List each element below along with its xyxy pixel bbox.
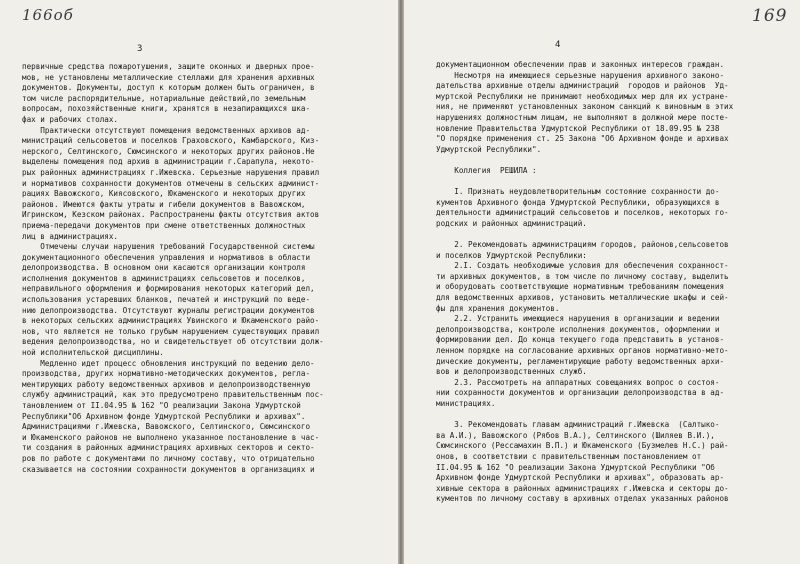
text-line: использования устаревших бланков, печатей и инструкций по веде- (22, 295, 311, 305)
text-line: Несмотря на имеющиеся серьезные нарушения архивного законо- (436, 70, 725, 80)
text-line: нов, что является не только грубым нарушением существующих правил (22, 326, 320, 336)
text-line: Республики"Об Архивном фонде Удмуртской Республики и архивах". (22, 411, 306, 421)
text-line: нии сохранности документов и организации делопроизводства в ад- (436, 388, 725, 398)
text-line: мов, не установлены металлические стеллажи для хранения архивных (22, 72, 315, 82)
text-line: Архивном фонде Удмуртской Республики и архивах", образовать ар- (436, 473, 725, 483)
text-line: 2. Рекомендовать администрациям городов, районов,сельсоветов (436, 240, 729, 250)
text-line: деятельности администраций сельсоветов и поселков, некоторых го- (436, 208, 729, 218)
archive-sheet-number: 169 (752, 6, 788, 26)
text-line: министраций сельсоветов и поселков Граховского, Камбарского, Киз- (22, 136, 320, 146)
text-line: Практически отсутствуют помещения ведомственных архивов ад- (22, 125, 311, 135)
text-line: ленном порядке на согласование архивных органов нормативно-мето- (436, 346, 729, 356)
text-line: в некоторых сельских администрациях Увинского и Юкаменского райо- (22, 316, 320, 326)
text-line: сказывается на состоянии сохранности документов в организациях и (22, 464, 315, 474)
text-line: лиц в администрациях. (22, 231, 119, 241)
text-line: "О порядке применения ст. 25 Закона "Об Архивном фонде и архивах (436, 134, 729, 144)
text-line: нию делопроизводства. Отсутствуют журналы регистрации документов (22, 305, 315, 315)
text-line: исполнения документов в администрациях сельсоветов и поселков, (22, 273, 306, 283)
text-line: районов. Имеются факты утраты и гибели документов в Вавожском, (22, 199, 306, 209)
text-line: 3. Рекомендовать главам администраций г.Ижевска (Салтыко- (436, 420, 720, 430)
text-line: дательства архивные отделы администраций городов и районов Уд- (436, 81, 729, 91)
text-line: фы для хранения документов. (436, 303, 560, 313)
text-line: и нормативов сохранности документов отмечены в сельских админист- (22, 178, 320, 188)
text-line: неправильного оформления и формирования некоторых категорий дел, (22, 284, 315, 294)
archive-sheet-number: 166об (22, 6, 74, 24)
text-line: Игринском, Кезском районах. Распространены факты отсутствия актов (22, 210, 320, 220)
text-line: приема-передачи документов при смене ответственных должностных (22, 220, 306, 230)
text-line: I. Признать неудовлетворительным состояние сохранности до- (436, 187, 720, 197)
text-line: II.04.95 № 162 "О реализации Закона Удмуртской Республики "Об (436, 462, 715, 472)
text-line: рых районных администрациях г.Ижевска. Серьезные нарушения правил (22, 167, 320, 177)
text-line: ти архивных документов, в том числе по личному составу, выделить (436, 271, 729, 281)
text-line: нарушениях должностным лицам, не выполняют в должной мере посте- (436, 112, 729, 122)
text-line: том числе распорядительные, нотариальные действий,по земельным (22, 93, 306, 103)
text-line: 2.I. Создать необходимые условия для обеспечения сохранност- (436, 261, 729, 271)
text-line: и оборудовать соответствующие нормативным требованиям помещения (436, 282, 725, 292)
text-line: родских и районных администраций. (436, 218, 587, 228)
text-line: кументов по личному составу в архивных отделах указанных районов (436, 494, 729, 504)
text-line: Медленно идет процесс обновления инструкций по ведению дело- (22, 358, 315, 368)
text-line: производства, других нормативно-методических документов, регла- (22, 369, 311, 379)
text-line: онов, в соответствии с правительственным постановлением от (436, 451, 702, 461)
text-line: службу администраций, как это предусмотрено правительственным пос- (22, 390, 324, 400)
text-line: и Юкаменского районов не выполнено указанное постановление в час- (22, 432, 320, 442)
text-line: Удмуртской Республики". (436, 144, 542, 154)
text-line (436, 155, 733, 166)
text-line: 2.3. Рассмотреть на аппаратных совещаниях вопрос о состоя- (436, 377, 720, 387)
text-line: муртской Республики не принимают необходимых мер для их устране- (436, 91, 729, 101)
text-line: фах и рабочих столах. (22, 114, 119, 124)
page-body-text (22, 62, 324, 475)
text-line: ти создания в районных администрациях архивных секторов и секто- (22, 443, 315, 453)
page-number: 4 (555, 40, 561, 50)
text-line: вопросам, похозяйственные книги, хранятся в незапирающихся шка- (22, 104, 311, 114)
text-line: Администрациями г.Ижевска, Вавожского, Селтинского, Сюмсинского (22, 422, 311, 432)
text-line: формировании дел. До конца текущего года представить в установ- (436, 335, 725, 345)
text-line: вов и делопроизводственных служб. (436, 367, 587, 377)
text-line: делопроизводства, контроле исполнения документов, оформлении и (436, 324, 720, 334)
text-line: новление Правительства Удмуртской Республики от 18.09.95 № 238 (436, 123, 720, 133)
text-line: нерского, Селтинского, Сюмсинского и некоторых других районов.Не (22, 146, 315, 156)
text-line (436, 410, 733, 421)
text-line: 2.2. Устранить имеющиеся нарушения в организации и ведении (436, 314, 720, 324)
text-line: кументов Архивного фонда Удмуртской Республики, образующихся в (436, 197, 720, 207)
right-page (404, 0, 800, 564)
text-line: ров по работе с документами по личному составу, что отрицательно (22, 453, 315, 463)
text-line: Сюмсинского (Рессамахин В.П.) и Юкаменского (Бузмелев Н.С.) рай- (436, 441, 729, 451)
text-line: тановлением от II.04.95 № 162 "О реализации Закона Удмуртской (22, 401, 301, 410)
text-line: ва А.И.), Вавожского (Рябов В.А.), Селтинского (Шиляев В.И.), (436, 430, 715, 440)
text-line: министрациях. (436, 399, 496, 408)
text-line: дические документы, регламентирующие работу ведомственных архи- (436, 356, 725, 366)
text-line: для ведомственных архивов, установить металлические шкафы и сей- (436, 293, 729, 303)
text-line: ведения делопроизводства, но и свидетельствует об отсутствии долж- (22, 337, 324, 347)
left-page (0, 0, 398, 564)
text-line (436, 230, 733, 241)
text-line: хивные сектора в районных администрациях г.Ижевска и секторы до- (436, 483, 729, 493)
text-line: ментирующих работу ведомственных архивов и делопроизводственную (22, 379, 311, 389)
text-line: документационном обеспечении прав и законных интересов граждан. (436, 60, 725, 69)
text-line: делопроизводства. В основном они касаются организации контроля (22, 263, 306, 273)
text-line: Отмечены случаи нарушения требований Государственной системы (22, 242, 315, 252)
page-body-text (436, 60, 733, 505)
text-line: Коллегия РЕШИЛА : (436, 165, 537, 175)
text-line: ной исполнительской дисциплины. (22, 348, 164, 358)
text-line: документационного обеспечения управления и нормативов в области (22, 252, 311, 262)
text-line: и поселков Удмуртской Республики: (436, 250, 587, 260)
text-line: рациях Вавожского, Киясовского, Юкаменского и некоторых других (22, 189, 306, 199)
text-line: документов. Документы, доступ к которым должен быть ограничен, в (22, 83, 315, 93)
page-number: 3 (137, 44, 143, 54)
text-line: выделены помещения под архив в администрации г.Сарапула, некото- (22, 157, 315, 167)
text-line: первичные средства пожаротушения, защите оконных и дверных прое- (22, 62, 315, 71)
text-line (436, 177, 733, 188)
text-line: ния, не применяют установленных законом санкций к виновным в этих (436, 102, 734, 112)
